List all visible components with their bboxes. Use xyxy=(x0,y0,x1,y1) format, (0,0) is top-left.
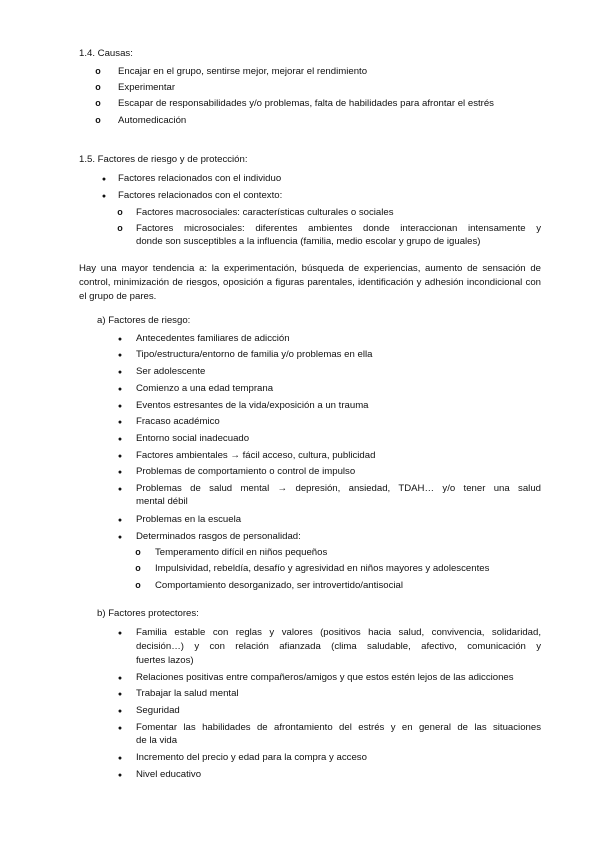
list-item: Tipo/estructura/entorno de familia y/o problemas en ella xyxy=(136,349,373,360)
bullet-disc xyxy=(113,751,127,765)
bullet-circle xyxy=(91,114,105,127)
bullet-disc xyxy=(113,348,127,362)
sub-list-item: Factores macrosociales: características culturales o sociales xyxy=(136,207,394,218)
bullet-disc xyxy=(97,172,111,186)
list-item: Factores relacionados con el contexto: xyxy=(118,190,283,201)
list-item: Escapar de responsabilidades y/o problemas, falta de habilidades para afrontar el estrés xyxy=(118,98,494,109)
list-item-continuation: decisión…) y con relación afianzada (clima saludable, afectivo, comunicación y xyxy=(136,641,541,652)
list-item: Nivel educativo xyxy=(136,769,202,780)
list-item: Factores relacionados con el individuo xyxy=(118,173,282,184)
list-item: Seguridad xyxy=(136,705,180,716)
list-item: Factores ambientales → fácil acceso, cultura, publicidad xyxy=(136,450,376,461)
bullet-circle xyxy=(131,579,145,592)
sub-list-item-continuation: donde son susceptibles a la influencia (familia, medio escolar y grupo de iguales) xyxy=(136,236,481,247)
bullet-circle xyxy=(91,97,105,110)
bullet-disc xyxy=(113,704,127,718)
list-item: Relaciones positivas entre compañeros/amigos y que estos estén lejos de las adicciones xyxy=(136,672,514,683)
bullet-disc xyxy=(113,513,127,527)
list-item: Problemas de comportamiento o control de impulso xyxy=(136,466,356,477)
list-item-continuation: de la vida xyxy=(136,735,178,746)
sub-list-item: Impulsividad, rebeldía, desafío y agresividad en niños mayores y adolescentes xyxy=(155,563,490,574)
bullet-disc xyxy=(113,530,127,544)
bullet-disc xyxy=(113,465,127,479)
bullet-disc xyxy=(113,721,127,735)
list-item: Incremento del precio y edad para la compra y acceso xyxy=(136,752,367,763)
sub-list-item: Comportamiento desorganizado, ser introvertido/antisocial xyxy=(155,580,403,591)
bullet-disc xyxy=(113,432,127,446)
bullet-disc xyxy=(113,482,127,496)
list-item: Automedicación xyxy=(118,115,187,126)
subsection-title-riesgo: a) Factores de riesgo: xyxy=(97,315,191,326)
section-title-causas: 1.4. Causas: xyxy=(79,48,133,59)
list-item: Entorno social inadecuado xyxy=(136,433,250,444)
bullet-circle xyxy=(91,65,105,78)
list-item: Fracaso académico xyxy=(136,416,220,427)
list-item: Eventos estresantes de la vida/exposición a un trauma xyxy=(136,400,369,411)
section-title-factores: 1.5. Factores de riesgo y de protección: xyxy=(79,154,248,165)
bullet-disc xyxy=(113,365,127,379)
sub-list-item: Temperamento difícil en niños pequeños xyxy=(155,547,328,558)
list-item: Experimentar xyxy=(118,82,176,93)
list-item: Fomentar las habilidades de afrontamiento del estrés y en general de las situaciones xyxy=(136,722,541,733)
bullet-disc xyxy=(113,671,127,685)
list-item: Determinados rasgos de personalidad: xyxy=(136,531,301,542)
bullet-disc xyxy=(97,189,111,203)
bullet-circle xyxy=(131,546,145,559)
list-item: Ser adolescente xyxy=(136,366,206,377)
list-item: Comienzo a una edad temprana xyxy=(136,383,274,394)
bullet-disc xyxy=(113,382,127,396)
bullet-disc xyxy=(113,332,127,346)
bullet-disc xyxy=(113,449,127,463)
list-item: Antecedentes familiares de adicción xyxy=(136,333,290,344)
bullet-disc xyxy=(113,687,127,701)
list-item: Problemas en la escuela xyxy=(136,514,242,525)
list-item: Familia estable con reglas y valores (positivos hacia salud, convivencia, solidaridad, xyxy=(136,627,541,638)
list-item: Trabajar la salud mental xyxy=(136,688,239,699)
bullet-disc xyxy=(113,399,127,413)
list-item-continuation: fuertes lazos) xyxy=(136,655,194,666)
list-item: Problemas de salud mental → depresión, ansiedad, TDAH… y/o tener una salud xyxy=(136,483,541,494)
sub-list-item: Factores microsociales: diferentes ambientes donde interaccionan intensamente y xyxy=(136,223,541,234)
list-item: Encajar en el grupo, sentirse mejor, mejorar el rendimiento xyxy=(118,66,368,77)
bullet-circle xyxy=(113,206,127,219)
list-item-continuation: mental débil xyxy=(136,496,188,507)
paragraph: Hay una mayor tendencia a: la experimentación, búsqueda de experiencias, aumento de sensación de control, minimización de riesgos, oposición a figuras parentales, identificación y adhesión incondicional con el grupo de pares. xyxy=(79,263,541,302)
subsection-title-protectores: b) Factores protectores: xyxy=(97,608,199,619)
bullet-disc xyxy=(113,415,127,429)
bullet-circle xyxy=(91,81,105,94)
bullet-disc xyxy=(113,626,127,640)
bullet-disc xyxy=(113,768,127,782)
bullet-circle xyxy=(113,222,127,235)
bullet-circle xyxy=(131,562,145,575)
